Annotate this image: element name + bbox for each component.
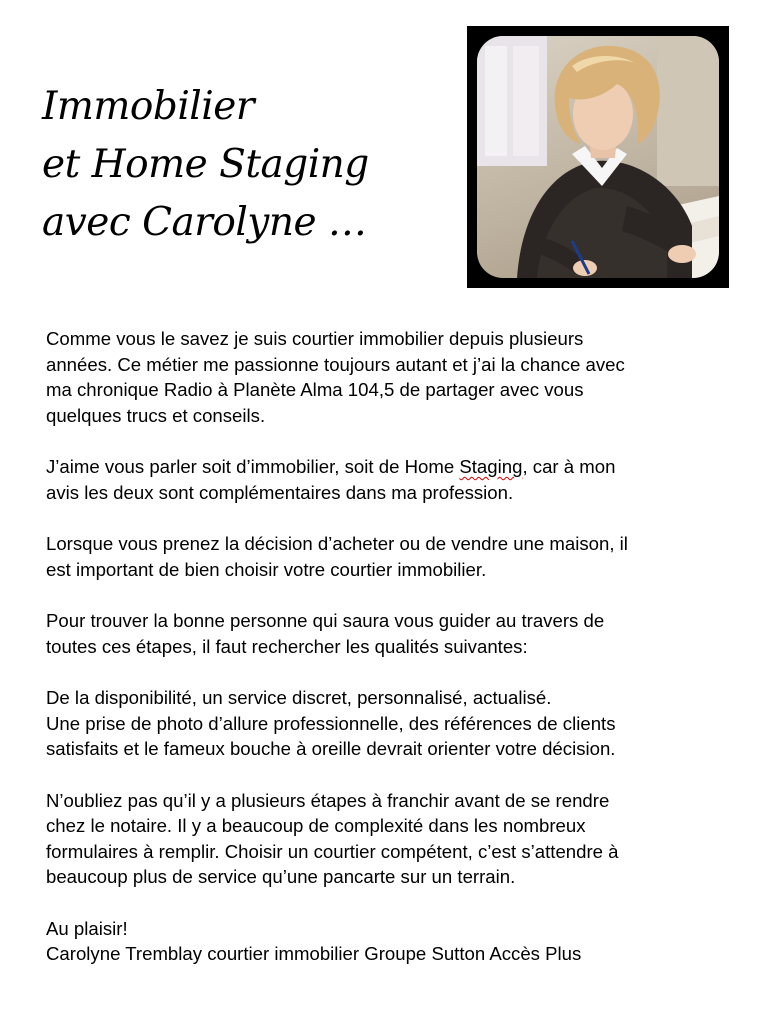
- text-line: ma chronique Radio à Planète Alma 104,5 de partager avec vous: [46, 379, 584, 400]
- paragraph-signature: [46, 916, 746, 967]
- spellcheck-marked-word: Staging: [459, 456, 523, 477]
- text-line: années. Ce métier me passionne toujours autant et j’ai la chance avec: [46, 353, 625, 375]
- portrait-photo-frame: [467, 26, 729, 288]
- paragraph-home-staging: [46, 454, 746, 505]
- portrait-illustration: [477, 36, 719, 278]
- title-line-3: avec Carolyne …: [42, 200, 367, 245]
- article-body: [46, 326, 746, 967]
- text-line: formulaires à remplir. Choisir un courtier compétent, c’est s’attendre à: [46, 840, 619, 862]
- closing-line: Au plaisir!: [46, 917, 128, 939]
- text-line: De la disponibilité, un service discret, personnalisé, actualisé.: [46, 687, 552, 708]
- paragraph-qualities-intro: [46, 608, 746, 659]
- text-line: avis les deux sont complémentaires dans ma profession.: [46, 481, 514, 503]
- text-line: chez le notaire. Il y a beaucoup de complexité dans les nombreux: [46, 815, 586, 836]
- text-fragment: , car à mon: [522, 456, 616, 477]
- text-line: Comme vous le savez je suis courtier immobilier depuis plusieurs: [46, 328, 584, 349]
- title-line-2: et Home Staging: [42, 142, 369, 187]
- portrait-photo: [477, 36, 719, 278]
- text-line: N’oubliez pas qu’il y a plusieurs étapes à franchir avant de se rendre: [46, 789, 610, 811]
- text-line: [46, 454, 746, 480]
- title-line-1: Immobilier: [42, 84, 254, 129]
- paragraph-notary: [46, 788, 746, 890]
- paragraph-intro: [46, 326, 746, 428]
- text-line: satisfaits et le fameux bouche à oreille devrait orienter votre décision.: [46, 738, 616, 759]
- page-title: [42, 78, 442, 252]
- text-line: beaucoup plus de service qu’une pancarte sur un terrain.: [46, 866, 516, 887]
- signature-line: Carolyne Tremblay courtier immobilier Groupe Sutton Accès Plus: [46, 943, 582, 964]
- text-fragment: J’aime vous parler soit d’immobilier, soit de Home: [46, 456, 460, 477]
- paragraph-decision: [46, 531, 746, 582]
- text-line: Pour trouver la bonne personne qui saura vous guider au travers de: [46, 610, 605, 631]
- text-line: Une prise de photo d’allure professionnelle, des références de clients: [46, 712, 616, 734]
- text-line: est important de bien choisir votre courtier immobilier.: [46, 558, 487, 580]
- paragraph-qualities: [46, 685, 746, 762]
- text-line: toutes ces étapes, il faut rechercher les qualités suivantes:: [46, 635, 528, 657]
- text-line: quelques trucs et conseils.: [46, 404, 266, 426]
- text-line: Lorsque vous prenez la décision d’acheter ou de vendre une maison, il: [46, 533, 628, 554]
